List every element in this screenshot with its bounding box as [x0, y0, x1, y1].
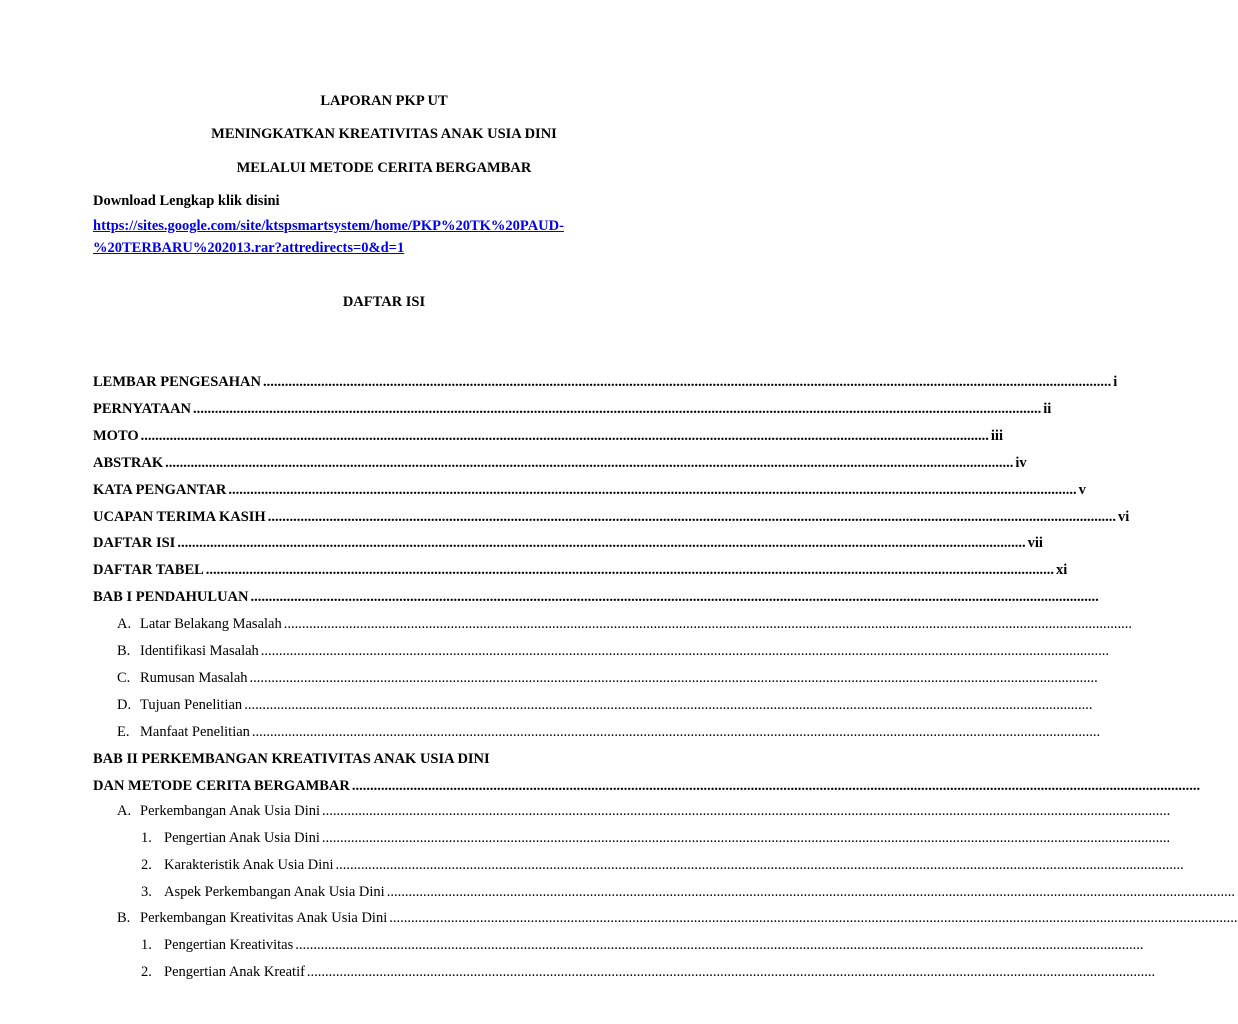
toc-subsubentry[interactable]: 3. Aspek Perkembangan Anak Usia Dini .......................................................................................................................................................................................................................................... [141, 884, 1235, 900]
toc-subentry[interactable]: D. Tujuan Penelitian .......................................................................................................................................................................................................................................... [117, 697, 1093, 713]
download-link-line2[interactable]: %20TERBARU%202013.rar?attredirects=0&d=1 [93, 240, 405, 256]
toc-chapter-heading[interactable]: BAB II PERKEMBANGAN KREATIVITAS ANAK USIA DINI [93, 751, 490, 767]
toc-subentry[interactable]: C. Rumusan Masalah .......................................................................................................................................................................................................................................... [117, 670, 1098, 686]
download-label: Download Lengkap klik disini [93, 193, 280, 209]
toc-entry[interactable]: PERNYATAAN .......................................................................................................................................................................................................................................... ii [93, 401, 1052, 417]
toc-subentry[interactable]: B. Perkembangan Kreativitas Anak Usia Dini .......................................................................................................................................................................................................................................... [117, 910, 1238, 926]
toc-subsubentry[interactable]: 2. Karakteristik Anak Usia Dini .......................................................................................................................................................................................................................................... [141, 857, 1184, 873]
download-link-line1[interactable]: https://sites.google.com/site/ktspsmartsystem/home/PKP%20TK%20PAUD- [93, 218, 564, 234]
toc-subsubentry[interactable]: 2. Pengertian Anak Kreatif .......................................................................................................................................................................................................................................... [141, 964, 1156, 980]
report-subtitle-line2: MELALUI METODE CERITA BERGAMBAR [236, 160, 532, 176]
toc-subentry[interactable]: A. Latar Belakang Masalah .......................................................................................................................................................................................................................................... [117, 616, 1132, 632]
toc-subsubentry[interactable]: 1. Pengertian Kreativitas .......................................................................................................................................................................................................................................... [141, 937, 1144, 953]
toc-entry[interactable]: BAB I PENDAHULUAN .......................................................................................................................................................................................................................................... [93, 589, 1099, 605]
toc-entry[interactable]: DAN METODE CERITA BERGAMBAR .......................................................................................................................................................................................................................................... [93, 778, 1201, 794]
toc-subentry[interactable]: B. Identifikasi Masalah .......................................................................................................................................................................................................................................... [117, 643, 1110, 659]
toc-subentry[interactable]: E. Manfaat Penelitian .......................................................................................................................................................................................................................................... [117, 724, 1101, 740]
toc-entry[interactable]: ABSTRAK .......................................................................................................................................................................................................................................... iv [93, 455, 1027, 471]
toc-entry[interactable]: DAFTAR ISI .......................................................................................................................................................................................................................................... vii [93, 535, 1043, 551]
toc-entry[interactable]: DAFTAR TABEL .......................................................................................................................................................................................................................................... xi [93, 562, 1068, 578]
report-subtitle-line1: MENINGKATKAN KREATIVITAS ANAK USIA DINI [211, 126, 557, 142]
toc-entry[interactable]: KATA PENGANTAR .......................................................................................................................................................................................................................................... v [93, 482, 1086, 498]
toc-title: DAFTAR ISI [342, 294, 426, 310]
toc-entry[interactable]: LEMBAR PENGESAHAN .......................................................................................................................................................................................................................................... i [93, 374, 1118, 390]
report-title: LAPORAN PKP UT [320, 93, 448, 109]
toc-entry[interactable]: UCAPAN TERIMA KASIH .......................................................................................................................................................................................................................................... vi [93, 509, 1130, 525]
toc-entry[interactable]: MOTO .......................................................................................................................................................................................................................................... iii [93, 428, 1003, 444]
toc-subsubentry[interactable]: 1. Pengertian Anak Usia Dini .......................................................................................................................................................................................................................................... [141, 830, 1171, 846]
toc-subentry[interactable]: A. Perkembangan Anak Usia Dini .......................................................................................................................................................................................................................................... [117, 803, 1171, 819]
